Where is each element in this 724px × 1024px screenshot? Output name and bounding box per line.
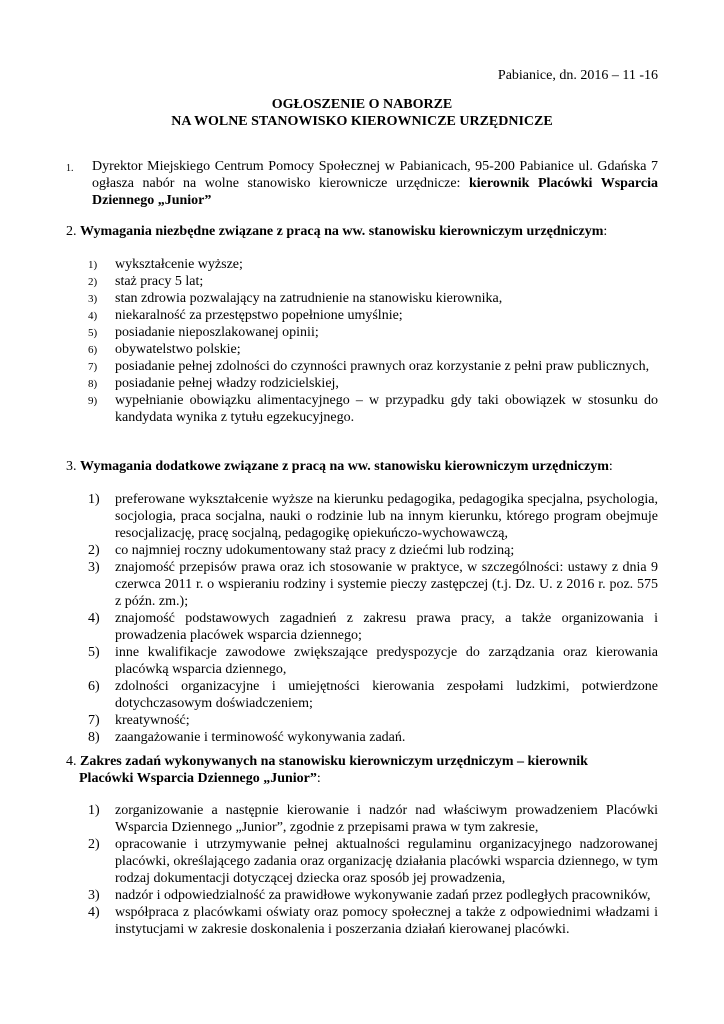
section-4-heading-suffix: : [316,771,321,786]
list-item [88,887,658,904]
section-3-list [88,491,658,746]
list-item-number: 3) [88,888,100,903]
list-item-number: 8) [88,378,98,390]
section-4-heading-line-2 [66,770,658,787]
list-item-text: posiadanie nieposzlakowanej opinii; [115,325,319,340]
list-item-text: zorganizowanie a następnie kierowanie i nadzór nad właściwym prowadzeniem Placówki Wsparcia Dziennego „Junior”, zgodnie z przepisami prawa w tym zakresie, [115,803,658,835]
document-title [0,96,724,130]
list-item-text: staż pracy 5 lat; [115,274,204,289]
list-item [88,256,658,273]
list-item-text: nadzór i odpowiedzialność za prawidłowe wykonywanie zadań przez podległych pracowników, [115,888,651,903]
list-item [88,802,658,836]
document-date: Pabianice, dn. 2016 – 11 -16 [497,68,658,83]
section-2-heading-text: Wymagania niezbędne związane z pracą na ww. stanowisku kierowniczym urzędniczym [80,224,604,239]
list-item-text: współpraca z placówkami oświaty oraz pomocy społecznej a także z odpowiednimi władzami i instytucjami w zakresie doskonalenia i poszerzania działań kierowanej placówki. [115,905,658,937]
section-2-heading [66,223,658,240]
list-item [88,375,658,392]
section-4-list [88,802,658,938]
list-item-number: 3) [88,560,100,575]
section-3-heading-suffix: : [608,459,613,474]
section-4-heading-text-2: Placówki Wsparcia Dziennego „Junior” [79,771,317,786]
section-1-text-plain: Dyrektor Miejskiego Centrum Pomocy Społecznej w Pabianicach, 95-200 Pabianice ul. Gdańska 7 ogłasza nabór na wolne stanowisko kierownicze urzędnicze: [92,159,658,191]
list-item [88,307,658,324]
list-item [88,729,658,746]
list-item-number: 2) [88,837,100,852]
list-item-text: zaangażowanie i terminowość wykonywania zadań. [115,730,406,745]
list-item [88,678,658,712]
section-1-number: 1. [66,163,74,174]
section-3-heading [66,458,658,475]
list-item-text: opracowanie i utrzymywanie pełnej aktualności regulaminu organizacyjnego nadzorowanej placówki, określającego zadania oraz organizację działania placówki wsparcia dziennego, w tym rodzaj dokumentacji dotyczącej dziecka oraz sposób jej prowadzenia, [115,837,658,886]
section-2-heading-suffix: : [603,224,608,239]
list-item-number: 2) [88,543,100,558]
list-item-number: 6) [88,679,100,694]
list-item [88,392,658,426]
section-3-heading-text: Wymagania dodatkowe związane z pracą na ww. stanowisku kierowniczym urzędniczym [80,459,609,474]
list-item-number: 1) [88,259,98,271]
list-item [88,358,658,375]
list-item-number: 4) [88,905,100,920]
section-4-heading-text-1: Zakres zadań wykonywanych na stanowisku kierowniczym urzędniczym – kierownik [80,754,588,769]
list-item-text: wykształcenie wyższe; [115,257,243,272]
list-item-number: 5) [88,645,100,660]
list-item-number: 8) [88,730,100,745]
list-item-number: 1) [88,492,100,507]
list-item-text: preferowane wykształcenie wyższe na kierunku pedagogika, pedagogika specjalna, psychologia, socjologia, praca socjalna, nauki o rodzinie lub na innym kierunku, którego program obejmuje resocjalizację, pracę socjalną, pedagogikę opiekuńczo-wychowawczą, [115,492,658,541]
list-item [88,644,658,678]
title-line-1: OGŁOSZENIE O NABORZE [271,97,453,112]
list-item-number: 6) [88,344,98,356]
list-item-text: co najmniej roczny udokumentowany staż pracy z dziećmi lub rodziną; [115,543,515,558]
section-1-text [92,158,658,209]
section-2-list [88,256,658,426]
list-item [88,904,658,938]
title-line-2: NA WOLNE STANOWISKO KIEROWNICZE URZĘDNICZE [171,114,553,129]
section-4-heading-line-1 [66,753,658,770]
list-item [88,836,658,887]
list-item [88,559,658,610]
list-item-number: 2) [88,276,98,288]
list-item-number: 1) [88,803,100,818]
list-item-text: znajomość przepisów prawa oraz ich stosowanie w praktyce, w szczególności: ustawy z dnia 9 czerwca 2011 r. o wspieraniu rodziny i systemie pieczy zastępczej (t.j. Dz. U. z 2016 r. poz. 575 z późn. zm.); [115,560,658,609]
section-1-text-bold: kierownik Placówki Wsparcia Dziennego „Junior” [92,176,658,208]
list-item-number: 4) [88,611,100,626]
section-2-number: 2. [66,224,77,239]
list-item-text: zdolności organizacyjne i umiejętności kierowania zespołami ludzkimi, potwierdzone dotychczasowym doświadczeniem; [115,679,658,711]
list-item-text: niekaralność za przestępstwo popełnione umyślnie; [115,308,403,323]
section-4-heading [66,753,658,787]
list-item [88,491,658,542]
list-item [88,610,658,644]
list-item [88,341,658,358]
list-item-text: wypełnianie obowiązku alimentacyjnego – w przypadku gdy taki obowiązek w stosunku do kandydata wynika z tytułu egzekucyjnego. [115,393,658,425]
list-item-number: 5) [88,327,98,339]
list-item [88,712,658,729]
list-item-number: 9) [88,395,98,407]
list-item-text: obywatelstwo polskie; [115,342,241,357]
list-item-text: inne kwalifikacje zawodowe zwiększające predyspozycje do zarządzania oraz kierowania placówką wsparcia dziennego, [115,645,658,677]
list-item-text: posiadanie pełnej zdolności do czynności prawnych oraz korzystanie z pełni praw publicznych, [115,359,650,374]
list-item [88,324,658,341]
list-item [88,273,658,290]
list-item-text: posiadanie pełnej władzy rodzicielskiej, [115,376,339,391]
list-item-text: znajomość podstawowych zagadnień z zakresu prawa pracy, a także organizowania i prowadzenia placówek wsparcia dziennego; [115,611,658,643]
list-item-number: 3) [88,293,98,305]
list-item-number: 7) [88,361,98,373]
list-item-text: stan zdrowia pozwalający na zatrudnienie na stanowisku kierownika, [115,291,503,306]
section-4-number: 4. [66,754,77,769]
section-1 [66,158,658,209]
list-item-text: kreatywność; [115,713,190,728]
list-item-number: 7) [88,713,100,728]
list-item [88,290,658,307]
list-item-number: 4) [88,310,98,322]
list-item [88,542,658,559]
section-3-number: 3. [66,459,77,474]
